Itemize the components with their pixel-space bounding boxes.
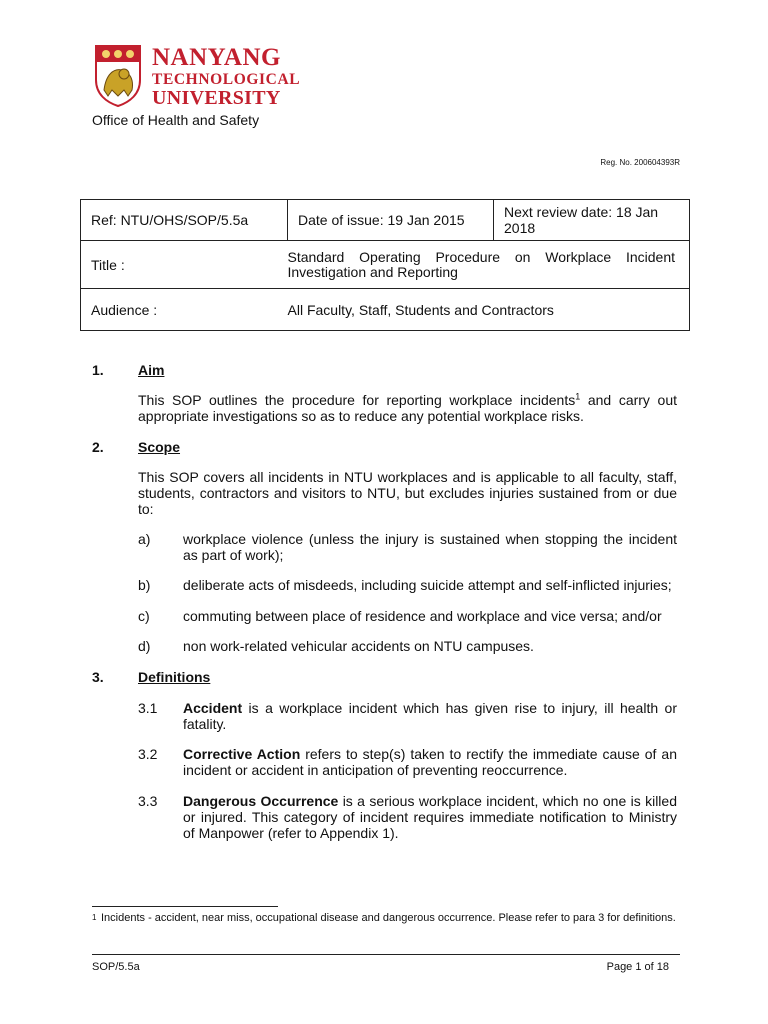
university-crest-logo xyxy=(94,44,142,108)
logo-line-3: UNIVERSITY xyxy=(152,86,281,109)
footer-page-number: Page 1 of 18 xyxy=(606,961,669,973)
section-1-heading: Aim xyxy=(138,362,165,378)
scope-item-letter: b) xyxy=(138,577,151,593)
aim-text-part-2: and carry out appropriate investigations so as to reduce any potential workplace risks. xyxy=(138,392,677,424)
scope-item-letter: a) xyxy=(138,531,151,547)
definition-text: refers to step(s) taken to rectify the immediate cause of an incident or accident in anticipation of preventing reoccurrence. xyxy=(183,746,677,778)
next-review-cell: Next review date: 18 Jan 2018 xyxy=(494,200,690,241)
definition-term: Accident xyxy=(183,700,243,716)
university-wordmark xyxy=(152,45,300,108)
logo-line-1: NANYANG xyxy=(152,44,281,71)
footer-doc-code: SOP/5.5a xyxy=(92,961,140,973)
definition-paragraph xyxy=(183,793,677,841)
definition-text: is a serious workplace incident, which no one is killed or injured. This category of incident requires immediate notification to Ministry of Manpower (refer to Appendix 1). xyxy=(183,793,677,841)
date-of-issue-cell: Date of issue: 19 Jan 2015 xyxy=(288,200,494,241)
section-1-number: 1. xyxy=(92,362,104,378)
definition-text: is a workplace incident which has given rise to injury, ill health or fatality. xyxy=(183,700,677,732)
footnote-reference: 1 xyxy=(575,391,581,402)
audience-value: All Faculty, Staff, Students and Contractors xyxy=(288,289,690,331)
aim-paragraph xyxy=(138,392,677,424)
office-name: Office of Health and Safety xyxy=(92,112,260,128)
footnote xyxy=(92,911,678,925)
footnote-mark: 1 xyxy=(92,913,97,922)
definition-paragraph xyxy=(183,700,677,732)
registration-number: Reg. No. 200604393R xyxy=(600,158,680,167)
ref-cell: Ref: NTU/OHS/SOP/5.5a xyxy=(81,200,288,241)
scope-item-text: deliberate acts of misdeeds, including suicide attempt and self-inflicted injuries; xyxy=(183,577,672,593)
footnote-text: Incidents - accident, near miss, occupational disease and dangerous occurrence. Please refer to para 3 for definitions. xyxy=(101,912,676,924)
document-info-table xyxy=(80,199,690,331)
scope-intro: This SOP covers all incidents in NTU workplaces and is applicable to all faculty, staff, students, contractors and visitors to NTU, but excludes injuries sustained from or due to: xyxy=(138,469,677,517)
section-2-number: 2. xyxy=(92,439,104,455)
scope-item-text: commuting between place of residence and workplace and vice versa; and/or xyxy=(183,608,662,624)
definition-paragraph xyxy=(183,746,677,778)
scope-item-text: workplace violence (unless the injury is sustained when stopping the incident as part of work); xyxy=(183,531,677,563)
footnote-separator xyxy=(92,906,278,907)
definition-term: Dangerous Occurrence xyxy=(183,793,339,809)
scope-item-text: non work-related vehicular accidents on NTU campuses. xyxy=(183,638,534,654)
scope-item-letter: d) xyxy=(138,638,151,654)
aim-text-part-1: This SOP outlines the procedure for reporting workplace incidents xyxy=(138,392,576,408)
footer-separator xyxy=(92,954,680,955)
section-3-heading: Definitions xyxy=(138,669,211,685)
scope-item-letter: c) xyxy=(138,608,150,624)
definition-number: 3.1 xyxy=(138,700,158,716)
section-2-heading: Scope xyxy=(138,439,181,455)
definition-term: Corrective Action xyxy=(183,746,301,762)
logo-line-2: TECHNOLOGICAL xyxy=(152,71,301,88)
title-label: Title : xyxy=(81,241,288,289)
title-value: Standard Operating Procedure on Workplace Incident Investigation and Reporting xyxy=(288,241,690,289)
definition-number: 3.3 xyxy=(138,793,158,809)
audience-label: Audience : xyxy=(81,289,288,331)
section-3-number: 3. xyxy=(92,669,104,685)
definition-number: 3.2 xyxy=(138,746,158,762)
